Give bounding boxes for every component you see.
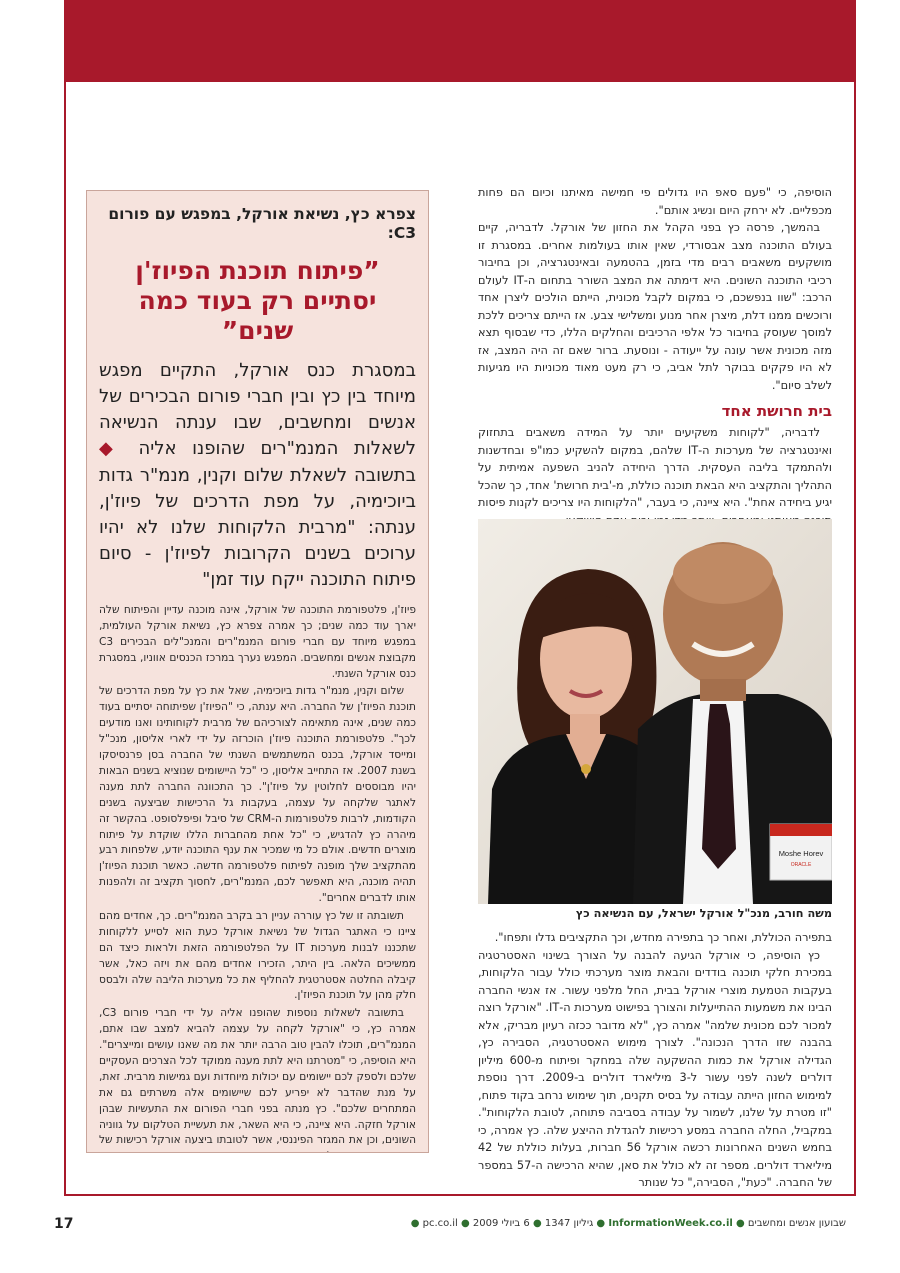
footer-publication: שבועון אנשים ומחשבים — [747, 1218, 846, 1229]
interview-sidebar — [86, 190, 429, 1153]
article-right-column-lower — [478, 929, 832, 1192]
section-heading: בית חרושת אחד — [721, 402, 832, 420]
article-photo — [478, 519, 832, 904]
footer-issue: גיליון 1347 — [544, 1218, 594, 1229]
sidebar-paragraph: תשובתה זו של כץ עוררה עניין רב בקרב המנמ"רים. כך, אחדים מהם ציינו כי האתגר הגדול של נשיאת אורקל כעת הוא לסייע ללקוחות שתכננו לבנות מערכות IT על הפלטפורמה הזאת ולראות כיצד הם ממשיכים הלאה. בין היתר, הזכירו אחדים מהם את ויזה כאל, אשר קיבלה החלטה אסטרטגית להחליף את כל מערכות הליבה שלה ולבסס חלק מהן על תוכנת הפיוז'ן. — [99, 909, 416, 1002]
footer-text — [411, 1218, 846, 1229]
article-paragraph: הוסיפה, כי "פעם סאפ היו גדולים פי חמישה מאיתנו וכיום הם פחות מכפליים. לא ירחק היום ונשיג אותם". — [478, 186, 832, 217]
article-right-column — [478, 184, 832, 529]
bullet-icon: ● — [732, 1218, 745, 1229]
page-number: 17 — [54, 1216, 74, 1232]
sidebar-paragraph: בתשובה לשאלות נוספות שהופנו אליה על ידי חברי פורום C3, אמרה כץ, כי "אורקל לקחה על עצמה להביא למצב שבו אתם, המנמ"רים, תוכלו להבין טוב הרבה יותר את מה שאנו עושים ומייצרים". היא הוסיפה, כי "מטרתנו היא לתת מענה ממוקד לכל הצרכים העסקיים שלכם ולספק לכם יישומים עם יכולות מיוחדות ועם גמישות מרבית. זאת, על מנת שהדבר לא יפריע לכם שיישומים אלה משרתים גם את המתחרים שלכם". כץ מנתה בפני חברי הפורום את התעשיות שבהן אורקל חזקה. היא ציינה, כי היא השאר, את תעשיית הטלקום על גווניה השונים, וכן את המגזר הפיננסי, אשר לטובתו ביצעה אורקל רכישות של — [99, 1007, 416, 1147]
article-paragraph: לדבריה, "לקוחות משקיעים יותר על המידה משאבים בתחזוק ואינטגרציה של מערכות ה-IT שלהם, במקום להשקיע כמו"פ ובחדשנות ולהתמקד בליבה העסקית. הדרך היחידה להניב השפעה אמיתית על התהליך והתקציב היא הבאת תוכנה כוללת, מ-'בית חרושת' אחד, כך שהכל יגיע ביחידה אחת". היא ציינה, כי בעבר, "הלקוחות היו צריכים לקנות פיסות — [478, 426, 832, 509]
article-paragraph: בהמשך, פרסה כץ בפני הקהל את החזון של אורקל. לדבריה, קיים בעולם התוכנה מצב אבסורדי, שאין אותו בעולמות אחרים. במסגרת זו מושקעים משאבים רבים מדי בזמן, בהטמעה ובאינטגרציה, וכן בחיבור רכיבי התוכנה השונים. היא דימתה את המצב השורר בתחום ה-IT לעולם הרכב: "שוו בנפשכם, כי במקום לקבל מכונית, הייתם הולכים ליצרן אחד ורוכשים ממנו דלת, מיצרן אחר מנוע ומשלישי צבע. אז הייתם צריכים ללכת למוסך שעוסק בחיבור כל אלפי הרכיבים והחלקים הללו, כדי שבסוף תצא מזה מכונית אשר עונה על ייעודה - ונוסעת. ברור שאם זה היה המצב, אז לא היו פקקים בבוקר לתל אביב, כי רק מעט מאוד מכוניות היו מגיעות לשלב סיום". — [478, 221, 832, 392]
sidebar-headline: ”פיתוח תוכנת הפיוז'ן יסתיים רק בעוד כמה שנים” — [135, 256, 380, 346]
article-paragraph: כץ הוסיפה, כי אורקל הגיעה להבנה על הצורך בשינוי האסטרטגיה במכירת חלקי תוכנה בודדים והבאת מוצר מערכתי כולל עבור הלקוחות, בעקבות הטמעת מוצרי אורקל בבית, החל מלפני עשור. אז אנשי החברה הבינו את משמעות ההתייעלות והצורך בפישוט מערכות ה-IT. "אורקל רוצה למכור לכם מכונית שלמה" אמרה כץ, "לא מדובר ככזה רעיון מבריק, אלא בהבנה שזו הדרך הנכונה". לצורך מימוש האסטרטגיה, הסבירה כץ, הגדילה אורקל את כמות ההשקעה שלה במחקר ופיתוח מ-600 מיליון דולרים לשנה לפני עשור ל-3 מיליארד דולרים ב-2009. דרך נוספת למימוש החזון הייתה עבודה על בסיס תקנים, תוך שימוש נרחב בקוד פתוח, "זו מטרת על שלנו, לשמור על עבודה בסביבה פתוחה, לטובת הלקוחות". במקביל, החלה החברה במסע רכישות להגדלת ההיצע שלה. כץ אמרה, כי בחמש השנים האחרונות רכשה אורקל 56 חברות, בעלות כוללת של 42 מיליארד דולרים. מספר זה לא כולל את סאן, שהיא הרכישה ה-57 במספר של החברה. "כעת", הסבירה," כל שנותר — [478, 948, 833, 1189]
sidebar-lead-part2: בתשובה לשאלת שלום וקנין, מנמ"ר גדות ביוכימיה, על מפת הדרכים של פיוז'ן, ענתה: "מרבית הלקוחות שלנו לא יהיו ערוכים בשנים הקרובות לפיוז'ן - סיום פיתוח התוכנה ייקח עוד זמן" — [99, 464, 416, 590]
bullet-icon: ● — [529, 1218, 542, 1229]
bullet-icon: ● — [410, 1218, 420, 1229]
sidebar-lead-part1: במסגרת כנס אורקל, התקיים מפגש מיוחד בין כץ ובין חברי פורום הבכירים של אנשים ומחשבים, שבו ענתה הנשיאה לשאלות המנמ"רים שהופנו אליה — [99, 360, 417, 460]
frame-right — [854, 82, 856, 1196]
sidebar-lead — [99, 358, 416, 593]
diamond-icon: ◆ — [99, 438, 123, 460]
sidebar-byline: צפרא כץ, נשיאת אורקל, במפגש עם פורום C3: — [108, 205, 416, 242]
frame-left — [64, 82, 66, 1196]
footer-site-link[interactable]: InformationWeek.co.il — [608, 1218, 733, 1229]
photo-caption: משה חורב, מנכ"ל אורקל ישראל, עם הנשיאה כץ — [575, 907, 832, 920]
article-paragraph: בתפירה הכוללת, ואחר כך בתפירה מחדש, וכך התקציבים גדלו ותפחו". — [494, 931, 832, 944]
page-footer — [54, 1216, 846, 1236]
footer-date: 6 ביולי 2009 — [472, 1218, 530, 1229]
footer-url[interactable]: pc.co.il — [422, 1218, 458, 1229]
bullet-icon: ● — [457, 1218, 470, 1229]
top-banner — [64, 0, 856, 82]
badge-company: ORACLE — [790, 862, 812, 868]
sidebar-body — [99, 603, 416, 1153]
badge-name: Moshe Horev — [778, 849, 824, 858]
photo-illustration — [478, 519, 832, 904]
sidebar-paragraph: שלום וקנין, מנמ"ר גדות ביוכימיה, שאל את כץ על מפת הדרכים של תוכנת הפיוז'ן של החברה. היא ענתה, כי "הפיוז'ן שפיתוחה יסתיים בעוד כמה שנים, אינה מתאימה לצורכיהם של מרבית לקוחותינו ואנו מודעים לכך". פלטפורמת התוכנה פיוז'ן הוכרזה על ידי לארי אליסון, מנכ"ל ומייסד אורקל, בכנס המשתמשים השנתי של החברה בסן פרנסיסקו בשנת 2007. אז התחייב אליסון, כי "כל היישומים שנוציא בשנים הבאות יהיו מבוססים לחלוטין על פיוז'ן". כך התכוונה החברה לתת מענה לאתגר שלקחה על עצמה, בעקבות גל הרכישות שביצעה בשנים הקודמות, לרבות פלטפורמות ה-CRM של סיבל ופיפלסופט. בהקשר זה מיהרה כץ להדגיש, כי "כל אחת מהחברות הללו שוקדת על פיתוח מוצרים חדשים. אולם כל מי שמכיר את ענף התוכנה יודע, שלפחות רבע מהתקציב שלך מופנה לפיתוח פלטפורמה חדשה. כאשר תוכנת הפיוז'ן תהיה מוכנה, היא תאפשר לכם, המנמ"רים, לחסוך תקציב זה ולהפנות אותו לדברים אחרים". — [99, 685, 417, 905]
bullet-icon: ● — [593, 1218, 606, 1229]
frame-bottom — [64, 1194, 856, 1196]
sidebar-paragraph: פיוז'ן, פלטפורמת התוכנה של אורקל, אינה מוכנה עדיין והפיתוח שלה יארך עוד כמה שנים; כך אמרה צפרא כץ, נשיאת אורקל העולמית, במפגש מיוחד עם חברי פורום המנמ"רים והמנכ"לים הבכירים C3 מקבוצת אנשים ומחשבים. המפגש נערך במרכז הכנסים אווניו, במסגרת כנס אורקל השנתי. — [99, 604, 416, 680]
